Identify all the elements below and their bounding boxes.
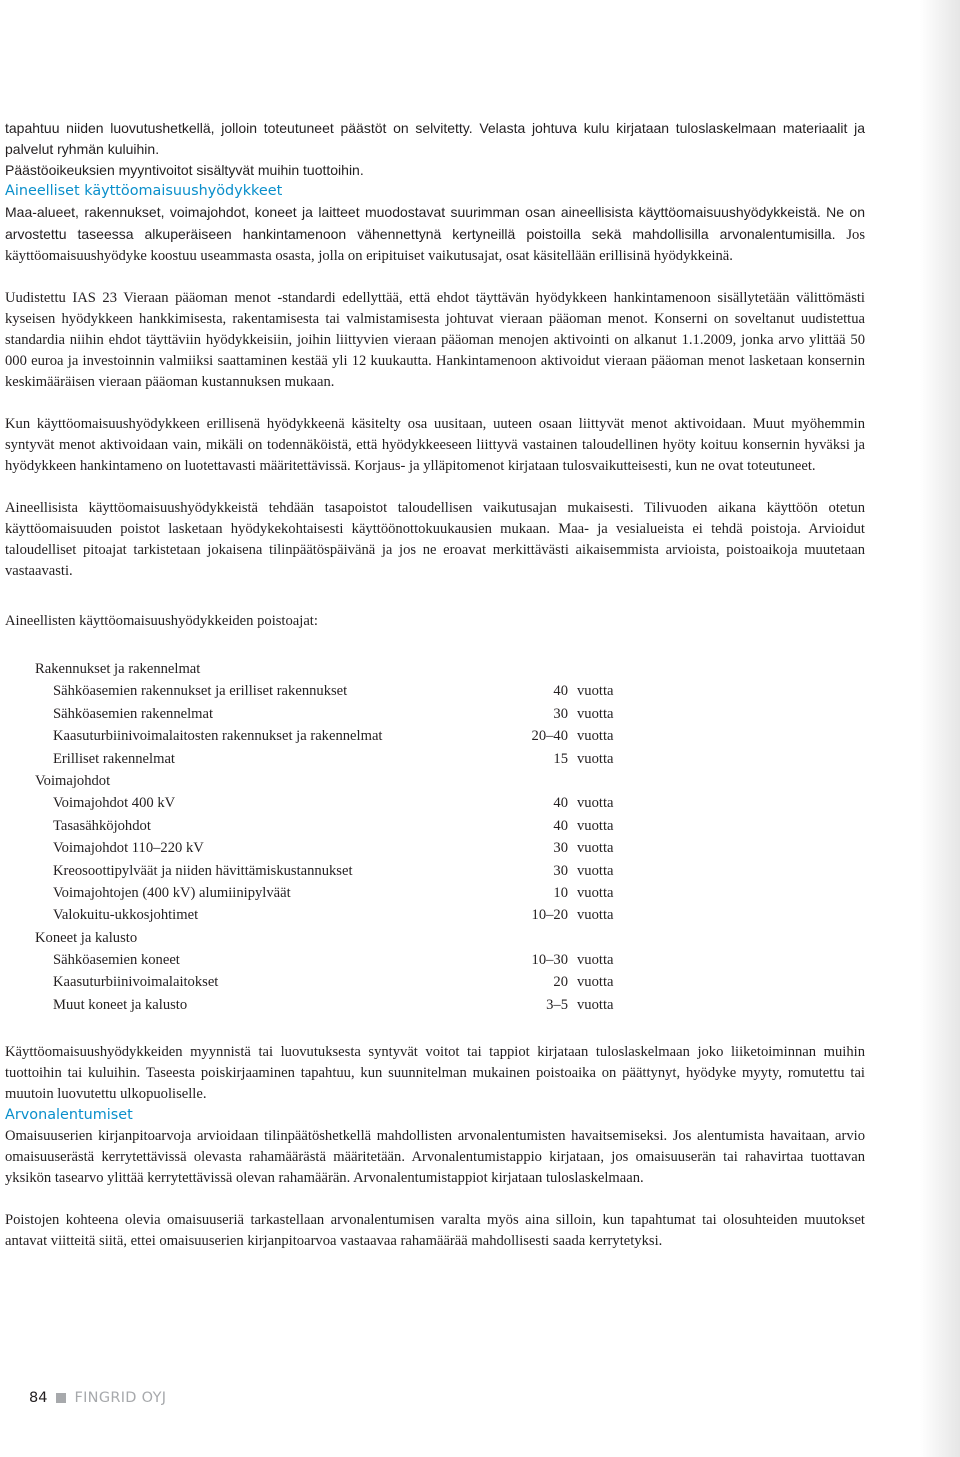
item-name: Voimajohdot 110–220 kV <box>53 840 204 857</box>
table-group-row <box>35 658 865 680</box>
item-value: 40 <box>553 817 568 834</box>
item-name: Voimajohtojen (400 kV) alumiinipylväät <box>53 884 291 901</box>
item-name: Sähköasemien koneet <box>53 952 180 969</box>
item-unit: vuotta <box>577 840 614 857</box>
impairment-paragraph-2: Poistojen kohteena olevia omaisuuseriä tarkastellaan arvonalentumisen varalta myös aina silloin, kun tapahtumat tai olosuhteiden muutokset antavat viitteitä siitä, ettei omaisuuserien kirjanpitoarvoa vastaavaa rahamäärää mahdollisesti saada kerrytetyksi. <box>5 1212 865 1250</box>
item-name: Sähköasemien rakennelmat <box>53 705 214 722</box>
item-unit: vuotta <box>577 907 614 924</box>
table-row <box>35 703 865 725</box>
renewal-paragraph: Kun käyttöomaisuushyödykkeen erillisenä hyödykkeenä käsitelty osa uusitaan, uuteen osaan liittyvät menot aktivoidaan. Muut myöhemmin syntyvät menot aktivoidaan vain, mikäli on todennäköistä, että hyödykkeeseen liittyvä vastainen taloudellinen hyöty koituu konsernin hyväksi ja hyödykkeen hankintameno on luotettavasti määritettävissä. Korjaus- ja ylläpitomenot kirjataan tulosvaikutteisesti, kun ne ovat toteutuneet. <box>5 416 865 474</box>
item-value: 20–40 <box>531 728 568 745</box>
item-name: Erilliset rakennelmat <box>53 750 175 767</box>
item-name: Muut koneet ja kalusto <box>53 996 188 1013</box>
item-unit: vuotta <box>577 884 614 901</box>
item-name: Valokuitu-ukkosjohtimet <box>53 907 199 924</box>
table-row <box>35 792 865 814</box>
lead-continuation: Jos käyttöomaisuushyödyke koostuu useammasta osasta, jolla on eripituiset vaikutusajat, osat käsitellään erillisinä hyödykkeinä. <box>5 227 865 264</box>
item-value: 3–5 <box>546 996 568 1013</box>
page-edge-shadow <box>920 0 960 1457</box>
impairment-paragraph-1: Omaisuuserien kirjanpitoarvoja arvioidaan tilinpäätöshetkellä mahdollisten arvonalentumisten havaitsemiseksi. Jos alentumista havaitaan, arvio omaisuuserästä kerrytettävissä olevasta rahamäärästä määritetään. Arvonalentumistappio kirjataan, jos omaisuuserän tai rahavirtaa tuottavan yksikön tasearvo ylittää kerrytettävissä olevan rahamäärän. Arvonalentumistappiot kirjataan tuloslaskelmaan. <box>5 1128 865 1187</box>
item-value: 10–20 <box>531 907 568 924</box>
table-row <box>35 748 865 770</box>
item-unit: vuotta <box>577 952 614 969</box>
table-row <box>35 680 865 702</box>
square-bullet-icon <box>56 1393 66 1403</box>
item-unit: vuotta <box>577 750 614 767</box>
item-name: Tasasähköjohdot <box>53 817 151 834</box>
item-name: Kreosoottipylväät ja niiden hävittämiskustannukset <box>53 862 353 879</box>
disposal-paragraph: Käyttöomaisuushyödykkeiden myynnistä tai luovutuksesta syntyvät voitot tai tappiot kirjataan tuloslaskelmaan joko liiketoiminnan muihin tuottoihin tai kuluihin. Taseesta poiskirjaaminen tapahtuu, kun suunnitelman mukainen poistoaika on päättynyt, hyödyke myyty, romutettu tai muutoin luovutettu ulkopuoliselle. <box>5 1044 865 1103</box>
intro-paragraph-2: Päästöoikeuksien myyntivoitot sisältyvät muihin tuottoihin. <box>5 162 364 178</box>
item-unit: vuotta <box>577 728 614 745</box>
table-row <box>35 882 865 904</box>
item-value: 30 <box>553 840 568 857</box>
page-footer <box>29 1388 166 1408</box>
table-row <box>35 971 865 993</box>
lead-text: Maa-alueet, rakennukset, voimajohdot, koneet ja laitteet muodostavat suurimman osan aineellisista käyttöomaisuushyödykkeistä. Ne on arvostettu taseessa alkuperäiseen hankintamenoon vähennettynä kertyneillä poistoilla sekä mahdollisilla arvonalentumisilla. <box>5 204 865 242</box>
item-unit: vuotta <box>577 795 614 812</box>
item-unit: vuotta <box>577 974 614 991</box>
item-value: 30 <box>553 705 568 722</box>
group-name: Koneet ja kalusto <box>35 929 138 946</box>
table-row <box>35 725 865 747</box>
table-row <box>35 949 865 971</box>
depreciation-paragraph: Aineellisista käyttöomaisuushyödykkeistä tehdään tasapoistot taloudellisen vaikutusajan mukaisesti. Tilivuoden aikana käyttöön otetun käyttöomaisuuden poistot lasketaan hyödykekohtaisesti käyttöönottokuukausien mukaan. Maa- ja vesialueista ei tehdä poistoja. Arvioidut taloudelliset pitoajat tarkistetaan jokaisena tilinpäätöspäivänä ja jos ne eroavat merkittävästi aikaisemmista arvioista, poistoaikoja muutetaan vastaavasti. <box>5 500 865 579</box>
item-unit: vuotta <box>577 817 614 834</box>
item-value: 10 <box>553 884 568 901</box>
item-value: 30 <box>553 862 568 879</box>
section-heading-tangible-assets: Aineelliset käyttöomaisuushyödykkeet <box>5 183 283 199</box>
item-unit: vuotta <box>577 683 614 700</box>
page-body <box>5 118 865 1252</box>
table-row <box>35 815 865 837</box>
depreciation-table-intro: Aineellisten käyttöomaisuushyödykkeiden poistoajat: <box>5 613 318 629</box>
table-group-row <box>35 927 865 949</box>
item-value: 10–30 <box>531 952 568 969</box>
ias23-paragraph: Uudistettu IAS 23 Vieraan pääoman menot -standardi edellyttää, että ehdot täyttävän hyödykkeen hankintamenoon sisällytetään välittömästi kyseisen hyödykkeen hankkimisesta, rakentamisesta tai valmistamisesta johtuvat vieraan pääoman menot. Konserni on soveltanut uudistettua standardia niihin ehdot täyttäviin hyödykkeisiin, joihin liittyvien vieraan pääoman menojen aktivointi on alkanut 1.1.2009, jonka arvo ylittää 50 000 euroa ja investoinnin valmiiksi saattaminen kestää yli 12 kuukautta. Hankintamenoon aktivoidut vieraan pääoman menot lasketaan konsernin keskimääräisen vieraan pääoman kustannuksen mukaan. <box>5 290 865 390</box>
item-value: 20 <box>553 974 568 991</box>
depreciation-table <box>35 658 865 1016</box>
group-name: Rakennukset ja rakennelmat <box>35 661 201 677</box>
table-row <box>35 860 865 882</box>
page-number: 84 <box>29 1390 48 1406</box>
item-value: 40 <box>553 683 568 700</box>
item-name: Sähköasemien rakennukset ja erilliset rakennukset <box>53 683 348 700</box>
table-row <box>35 837 865 859</box>
item-name: Kaasuturbiinivoimalaitosten rakennukset ja rakennelmat <box>53 728 383 745</box>
item-name: Kaasuturbiinivoimalaitokset <box>53 974 219 991</box>
item-name: Voimajohdot 400 kV <box>53 795 176 812</box>
intro-paragraph-1: tapahtuu niiden luovutushetkellä, jolloin toteutuneet päästöt on selvitetty. Velasta johtuva kulu kirjataan tuloslaskelmaan materiaalit ja palvelut ryhmän kuluihin. <box>5 120 865 157</box>
company-name: FINGRID OYJ <box>74 1390 167 1406</box>
tangible-assets-lead <box>5 202 865 267</box>
table-row <box>35 994 865 1016</box>
table-group-row <box>35 770 865 792</box>
item-value: 15 <box>553 750 568 767</box>
item-unit: vuotta <box>577 862 614 879</box>
item-unit: vuotta <box>577 996 614 1013</box>
item-value: 40 <box>553 795 568 812</box>
section-heading-impairments: Arvonalentumiset <box>5 1107 133 1124</box>
group-name: Voimajohdot <box>35 772 111 789</box>
table-row <box>35 904 865 926</box>
item-unit: vuotta <box>577 705 614 722</box>
